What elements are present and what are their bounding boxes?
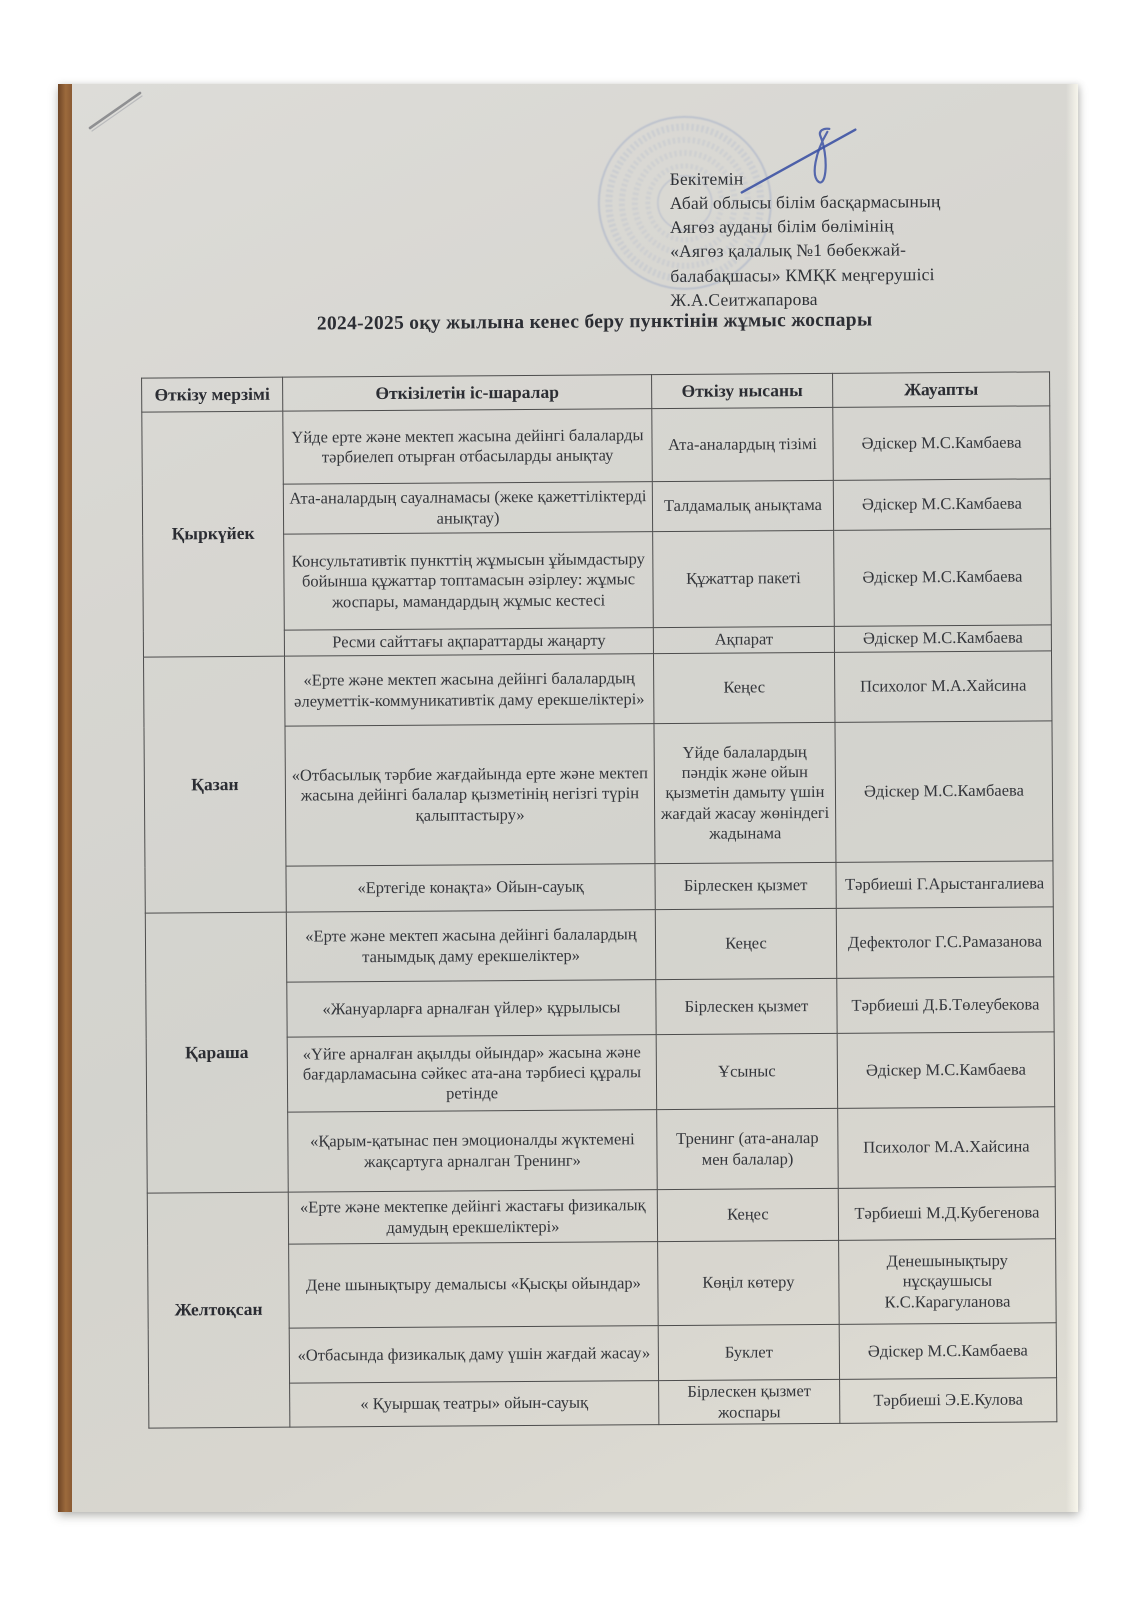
activity-cell: Ата-аналардың сауалнамасы (жеке қажеттіліктерді анықтау): [283, 482, 652, 535]
form-cell: Кеңес: [655, 908, 836, 979]
activity-cell: «Ерте және мектеп жасына дейінгі балалардың танымдық даму ерекшеліктер»: [286, 910, 655, 983]
month-cell: Қыркүйек: [142, 411, 285, 657]
form-cell: Ұсыныс: [656, 1033, 838, 1109]
activity-cell: «Отбасында физикалық даму үшін жағдай жасау»: [289, 1326, 658, 1384]
approval-block: [670, 165, 1001, 312]
paper-content: [69, 80, 1085, 1515]
activity-cell: « Қуыршақ театры» ойын-сауық: [290, 1381, 659, 1428]
responsible-cell: Тәрбиеші Г.Арыстангалиева: [836, 861, 1053, 909]
form-cell: Талдамалық анықтама: [652, 480, 833, 531]
responsible-cell: Әдіскер М.С.Камбаева: [834, 529, 1052, 627]
form-cell: Бірлескен қызмет: [656, 978, 837, 1034]
responsible-cell: Тәрбиеші Э.Е.Кулова: [840, 1378, 1057, 1424]
table-row: [145, 907, 1053, 983]
header-cell: Жауапты: [833, 372, 1050, 408]
responsible-cell: Әдіскер М.С.Камбаева: [834, 625, 1051, 653]
activity-cell: «Ертегіде конақта» Ойын-сауық: [286, 864, 655, 913]
responsible-cell: Тәрбиеші Д.Б.Төлеубекова: [837, 977, 1054, 1034]
header-cell: Өткізілетін іс-шаралар: [283, 375, 652, 412]
form-cell: Көңіл көтеру: [658, 1240, 840, 1325]
activity-cell: «Ерте және мектепке дейінгі жастағы физикалық дамудың ерекшеліктері»: [288, 1190, 657, 1245]
activity-cell: «Ерте және мектеп жасына дейінгі балалардың әлеуметтік-коммуникативтік даму ерекшеліктері»: [284, 654, 653, 727]
header-cell: Өткізу нысаны: [652, 373, 833, 408]
approval-line: балабақшасы» КМҚК меңгерушісі: [670, 263, 935, 286]
responsible-cell: Әдіскер М.С.Камбаева: [839, 1323, 1056, 1380]
approval-line: Абай облысы білім басқармасының: [669, 191, 941, 214]
activity-cell: Консультативтік пункттің жұмысын ұйымдастыру бойынша құжаттар топтамасын әзірлеу: жұмыс жоспары, мамандардың жұмыс кестесі: [284, 532, 654, 631]
form-cell: Кеңес: [653, 652, 834, 723]
activity-cell: Үйде ерте және мектеп жасына дейінгі балаларды тәрбиелеп отырған отбасыларды анықтау: [283, 409, 653, 485]
approval-line: Аягөз ауданы білім бөлімінің: [669, 215, 894, 238]
scanned-document-photo: [58, 84, 1078, 1512]
work-plan-table: [141, 371, 1057, 1428]
approval-line: «Аягөз қалалық №1 бөбекжай-: [670, 239, 907, 262]
form-cell: Құжаттар пакеті: [653, 530, 835, 627]
responsible-cell: Дефектолог Г.С.Рамазанова: [836, 907, 1053, 979]
responsible-cell: Денешынықтыру нұсқаушысы К.С.Карагуланова: [839, 1239, 1057, 1325]
responsible-cell: Әдіскер М.С.Камбаева: [833, 406, 1051, 481]
month-cell: Қазан: [144, 656, 287, 913]
activity-cell: «Жануарларға арналған үйлер» құрылысы: [287, 980, 656, 1038]
form-cell: Ақпарат: [653, 626, 834, 653]
responsible-cell: Психолог М.А.Хайсина: [838, 1107, 1056, 1189]
document-title: 2024-2025 оқу жылына кенес беру пунктінін жұмыс жоспары: [316, 309, 873, 335]
activity-cell: «Отбасылық тәрбие жағдайында ерте және мектеп жасына дейінгі балалар қызметінің негізгі түрін қалыптастыру»: [285, 724, 655, 867]
form-cell: Кеңес: [657, 1188, 838, 1241]
form-cell: Бірлескен қызмет жоспары: [659, 1379, 840, 1424]
approval-line: Ж.А.Сеитжапарова: [670, 288, 818, 310]
activity-cell: Дене шынықтыру демалысы «Қысқы ойындар»: [289, 1242, 659, 1329]
table-row: [147, 1187, 1055, 1245]
responsible-cell: Психолог М.А.Хайсина: [834, 651, 1051, 723]
month-cell: Қараша: [145, 912, 288, 1193]
header-cell: Өткізу мерзімі: [142, 377, 283, 412]
form-cell: Тренинг (ата-аналар мен балалар): [657, 1108, 839, 1189]
form-cell: Буклет: [658, 1324, 839, 1380]
responsible-cell: Тәрбиеші М.Д.Кубегенова: [838, 1187, 1055, 1241]
activity-cell: «Үйге арналған ақылды ойындар» жасына және бағдарламасына сәйкес ата-ана тәрбиесі құралы ретінде: [287, 1035, 657, 1113]
responsible-cell: Әдіскер М.С.Камбаева: [835, 721, 1053, 863]
activity-cell: Ресми сайттағы ақпараттарды жаңарту: [284, 628, 653, 657]
form-cell: Үйде балалардың пәндік және ойын қызметін дамыту үшін жағдай жасау жөніндегі жадынама: [654, 722, 836, 863]
table-row: [142, 406, 1050, 485]
responsible-cell: Әдіскер М.С.Камбаева: [837, 1032, 1055, 1109]
approval-line: Бекітемін: [669, 168, 744, 189]
responsible-cell: Әдіскер М.С.Камбаева: [833, 479, 1050, 531]
form-cell: Бірлескен қызмет: [655, 862, 836, 909]
table-row: [144, 651, 1052, 727]
month-cell: Желтоқсан: [147, 1192, 290, 1428]
form-cell: Ата-аналардың тізімі: [652, 407, 834, 481]
activity-cell: «Қарым-қатынас пен эмоционалды жүктемені жақсартуга арналган Тренинг»: [288, 1110, 658, 1193]
